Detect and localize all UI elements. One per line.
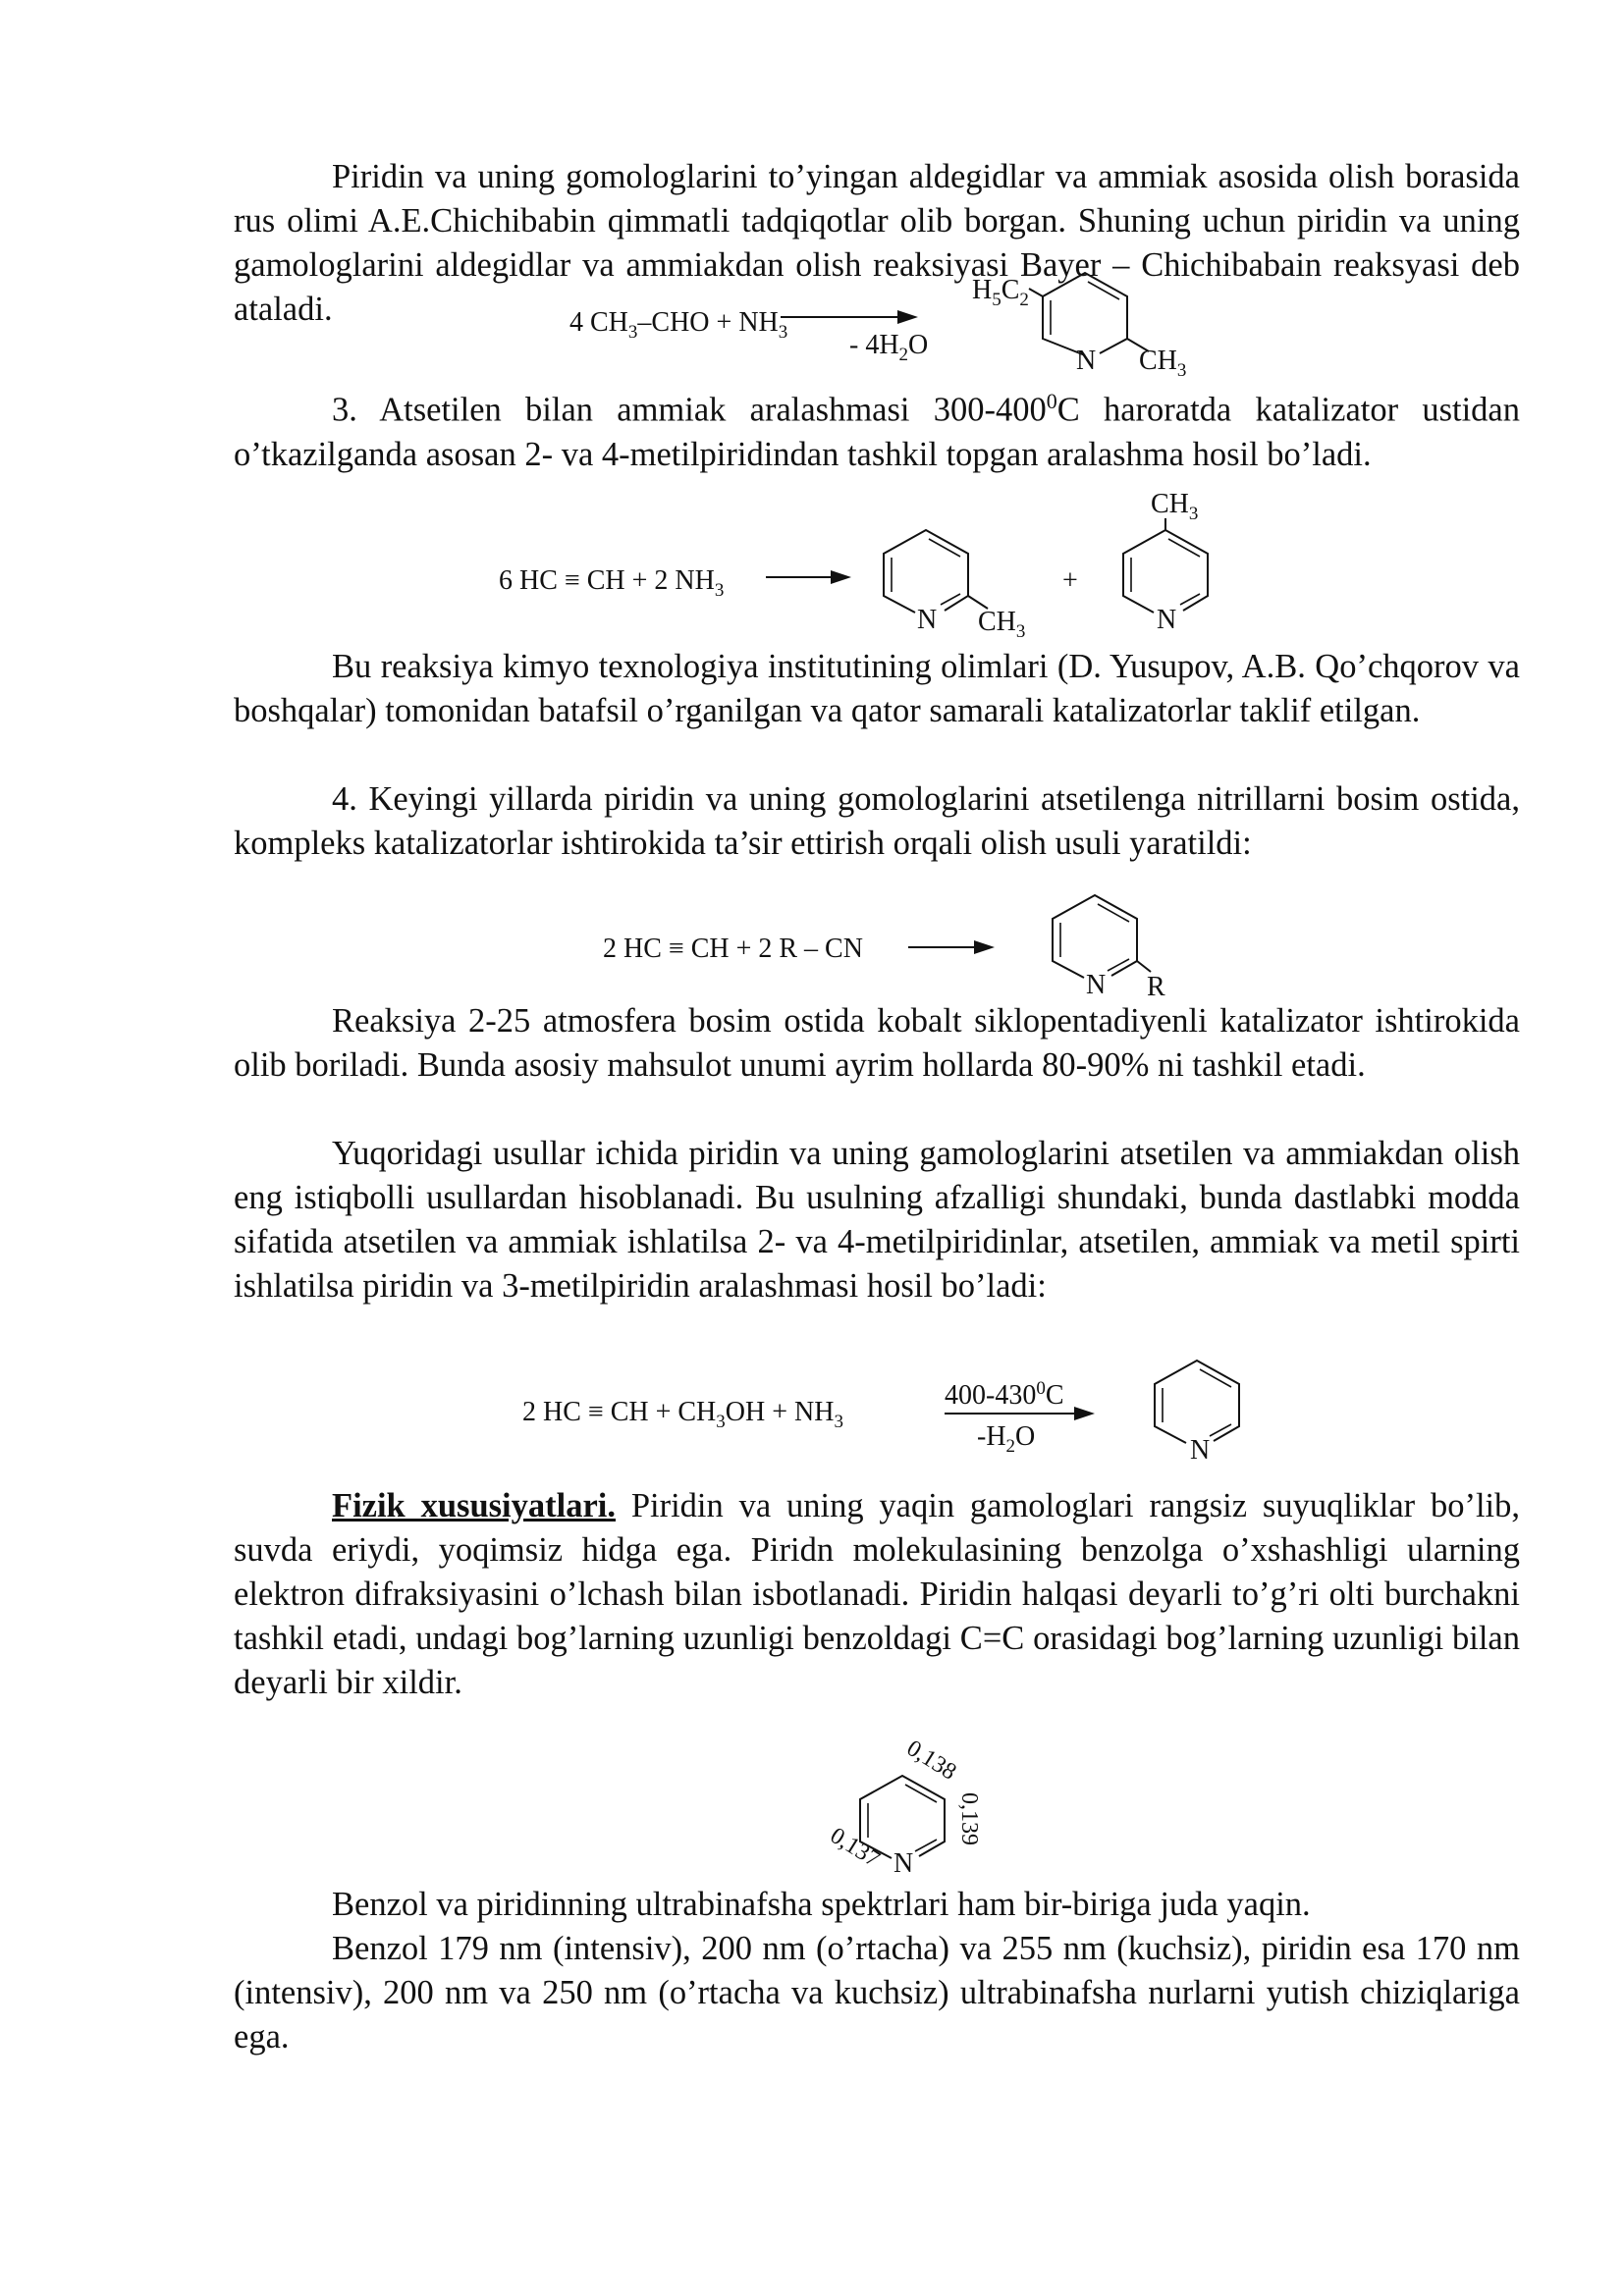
reaction-3-product-ring	[1053, 895, 1151, 978]
reaction-1-arrow	[781, 310, 918, 324]
paragraph-cobalt-catalyst: Reaksiya 2-25 atmosfera bosim ostida kobalt siklopentadiyenli katalizator ishtirokida olib boriladi. Bunda asosiy mahsulot unumi ayrim hollarda 80-90% ni tashkil etadi.	[234, 1002, 1520, 1084]
bond-length-right: 0,139	[956, 1792, 982, 1845]
reaction-4-product-ring	[1155, 1361, 1239, 1443]
reaction-2-ring-2-methylpyridine	[884, 530, 988, 613]
paragraph-physical-properties: Fizik xususiyatlari. Piridin va uning yaqin gamologlari rangsiz suyuqliklar bo’lib, suvda eriydi, yoqimsiz hidga ega. Piridn molekulasining benzolga o’xshashligi ularning elektron difraksiyasini o’lchash bilan isbotlanadi. Piridin halqasi deyarli to’g’ri olti burchakni tashkil etadi, undagi bog’larning uzunligi benzoldagi C=C orasidagi bog’larning uzunligi bilan deyarli bir xildir.	[234, 1487, 1521, 1701]
reaction-3-r-substituent: R	[1147, 972, 1165, 1002]
pyridine-nitrogen: N	[893, 1848, 914, 1879]
reaction-3-nitrile	[0, 879, 1624, 1006]
reaction-2-arrow	[766, 570, 851, 584]
reaction-2-ring2-methyl: $CH_3$	[1151, 489, 1199, 524]
reaction-4-reactants: 2 HC ≡ CH + $CH_3OH + NH_3$	[522, 1397, 843, 1432]
paragraph-chichibabin: Piridin va uning gomologlarini to’yingan aldegidlar va ammiak asosida olish borasida rus olimi A.E.Chichibabin qimmatli tadqiqotlar olib borgan. Shuning uchun piridin va uning gamologlarini aldegidlar va ammiakdan olish reaksiyasi Bayer – Chichibabain reaksyasi deb ataladi.	[234, 158, 1520, 328]
paragraph-uv-spectra: Benzol va piridinning ultrabinafsha spektrlari ham bir-biriga juda yaqin.	[332, 1886, 1311, 1923]
reaction-2-plus: +	[1062, 565, 1078, 596]
reaction-2-methylpyridines	[0, 486, 1624, 643]
bond-length-top: 0,138	[901, 1735, 961, 1786]
pyridine-bond-lengths-diagram	[0, 1723, 1624, 1880]
reaction-1-ethyl-substituent: $H_5C_2$	[972, 275, 1029, 310]
reaction-1-methyl-substituent: $CH_3$	[1139, 346, 1187, 381]
bond-length-left: 0,137	[825, 1823, 885, 1873]
reaction-2-ring1-methyl: $CH_3$	[978, 607, 1026, 642]
reaction-2-ring2-nitrogen: N	[1157, 605, 1177, 635]
paragraph-nitriles-method: 4. Keyingi yillarda piridin va uning gomologlarini atsetilenga nitrillarni bosim ostida, kompleks katalizatorlar ishtirokida ta’sir ettirish orqali olish usuli yaratildi:	[234, 780, 1520, 862]
paragraph-prospective-methods: Yuqoridagi usullar ichida piridin va uning gamologlarini atsetilen va ammiakdan olish eng istiqbolli usullardan hisoblanadi. Bu usulning afzalligi shundaki, bunda dastlabki modda sifatida atsetilen va ammiak ishlatilsa 2- va 4-metilpiridinlar, atsetilen, ammiak va metil spirti ishlatilsa piridin va 3-metilpiridin aralashmasi hosil bo’ladi:	[234, 1135, 1520, 1305]
paragraph-absorption-bands: Benzol 179 nm (intensiv), 200 nm (o’rtacha) va 255 nm (kuchsiz), piridin esa 170 nm (intensiv), 200 nm va 250 nm (o’rtacha va kuchsiz) ultrabinafsha nurlarni yutish chiziqlariga ega.	[234, 1930, 1520, 2056]
reaction-4-pyridine	[0, 1355, 1624, 1472]
reaction-3-reactants: 2 HC ≡ CH + 2 R – CN	[603, 934, 863, 964]
paragraph-institute-research: Bu reaksiya kimyo texnologiya institutining olimlari (D. Yusupov, A.B. Qo’chqorov va boshqalar) tomonidan batafsil o’rganilgan va qator samarali katalizatorlar taklif etilgan.	[234, 648, 1520, 729]
reaction-1-product-ring	[1029, 273, 1149, 355]
reaction-1-ring-nitrogen: N	[1076, 346, 1097, 376]
reaction-2-ring1-nitrogen: N	[917, 605, 938, 635]
reaction-1-condition: - $4H_2O$	[849, 330, 929, 365]
reaction-4-condition-water: $-H_2O$	[977, 1421, 1036, 1457]
reaction-4-ring-nitrogen: N	[1190, 1435, 1211, 1466]
reaction-4-condition-temperature: $400-430^0C$	[945, 1378, 1064, 1411]
reaction-3-arrow	[908, 940, 995, 954]
paragraph-acetylene-ammonia: 3. Atsetilen bilan ammiak aralashmasi $300-400^0C$ haroratda katalizator ustidan o’tkazilganda asosan 2- va 4-metilpiridindan tashkil topgan aralashma hosil bo’ladi.	[234, 389, 1520, 473]
reaction-3-ring-nitrogen: N	[1086, 970, 1107, 1000]
reaction-2-ring-4-methylpyridine	[1123, 518, 1208, 613]
reaction-2-reactants: 6 HC ≡ CH + 2 $NH_3$	[499, 565, 725, 601]
physical-properties-heading: Fizik xususiyatlari.	[332, 1487, 616, 1524]
reaction-1-reactants: 4 $CH_3$–CHO + $NH_3$	[569, 307, 788, 343]
reaction-1-bayer-chichibabin	[0, 265, 1624, 381]
